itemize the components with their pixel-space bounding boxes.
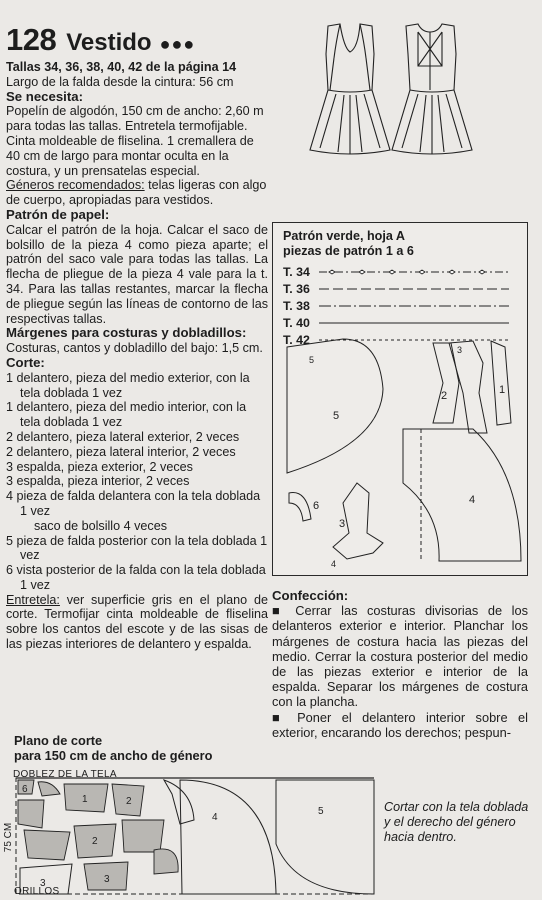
- interfacing-text: ver superficie gris en el plano de corte. Termofijar cinta moldeable de fliselina sobre los cantos del escote y de las sisas de las piezas interiores de delantero y espalda.: [6, 592, 268, 652]
- fold-label: DOBLEZ DE LA TELA: [13, 769, 117, 780]
- selvage-label: ORILLOS: [14, 886, 60, 897]
- dress-back-drawing: [392, 24, 472, 154]
- cut-label: 3: [104, 874, 110, 885]
- piece-label: 5: [333, 410, 340, 422]
- piece-label: 1: [499, 384, 506, 396]
- size-line-40: [319, 321, 509, 325]
- cut-piece-5: [276, 780, 374, 894]
- fabrics-paragraph: [6, 178, 268, 208]
- size-label: T. 42: [283, 332, 310, 347]
- cut-label: 2: [92, 836, 98, 847]
- pattern-piece-5: [287, 339, 383, 473]
- size-label: T. 38: [283, 298, 310, 313]
- pattern-piece-6: [289, 493, 311, 521]
- margins-text: Costuras, cantos y dobladillo del bajo: 1,5 cm.: [6, 341, 263, 356]
- piece-label: 5: [309, 355, 315, 365]
- needs-text: Popelín de algodón, 150 cm de ancho: 2,60 m para todas las tallas. Entretela termofijable. Cinta moldeable de fliselina. 1 cremallera de 40 cm de largo para montar oculta en la costura, y un prensatelas especial.: [6, 104, 264, 178]
- cut-item: 3 espalda, pieza interior, 2 veces: [6, 474, 190, 489]
- cut-label: 3: [40, 878, 46, 889]
- pattern-layout-diagram: [273, 333, 529, 577]
- size-label: T. 36: [283, 281, 310, 296]
- construction-step: ■ Cerrar las costuras divisorias de los delanteros exterior e interior. Planchar los márgenes de costura hacia las piezas del medio. Cerrar la costura posterior del medio de las piezas exterior e interior de la espalda. Separar los márgenes de costura con la plancha.: [272, 603, 528, 710]
- paper-heading: Patrón de papel:: [6, 206, 110, 222]
- instructions-column: [6, 60, 268, 652]
- interfacing-label: Entretela:: [6, 592, 60, 607]
- cut-item: 5 pieza de falda posterior con la tela doblada 1 vez: [6, 533, 268, 563]
- pattern-number: 128: [6, 22, 57, 57]
- dress-illustration: [300, 18, 476, 218]
- size-legend-row: [283, 297, 513, 314]
- cut-item: 6 vista posterior de la falda con la tela doblada 1 vez: [6, 563, 266, 592]
- cutting-plan-subtitle: para 150 cm de ancho de género: [14, 748, 213, 763]
- paper-text: Calcar el patrón de la hoja. Calcar el saco de bolsillo de la pieza 4 como pieza aparte; el patrón del saco vale para todas las tallas. La flecha de pliegue de la pieza 4 vale para la t. 34. Para las tallas restantes, marcar la flecha de pliegue según las líneas de contorno de las respectivas tallas.: [6, 222, 268, 326]
- piece-label: 3: [457, 345, 463, 355]
- fabrics-text: telas ligeras con algo de cuerpo, apropiadas para vestidos.: [6, 178, 267, 208]
- bullet-icon: ■: [272, 603, 286, 619]
- piece-label: 2: [441, 390, 448, 402]
- cut-item: 2 delantero, pieza lateral exterior, 2 veces: [6, 429, 240, 444]
- cutting-plan-title: [14, 733, 212, 763]
- cut-piece-4: [180, 780, 276, 894]
- width-label: 75 CM: [3, 822, 15, 853]
- size-legend-row: [283, 263, 513, 280]
- size-legend-row: [283, 280, 513, 297]
- difficulty-dots: ●●●: [159, 34, 196, 54]
- cut-label: 2: [126, 796, 132, 807]
- margins-heading: Márgenes para costuras y dobladillos:: [6, 325, 247, 341]
- pocket-line: saco de bolsillo 4 veces: [34, 518, 168, 533]
- cut-label: 4: [212, 812, 218, 823]
- cutting-plan-heading: Plano de corte: [14, 733, 103, 748]
- cut-label: 6: [22, 784, 28, 795]
- size-label: T. 34: [283, 264, 310, 279]
- construction-section: [272, 588, 528, 740]
- construction-heading: Confección:: [272, 588, 349, 603]
- pattern-piece-1: [491, 341, 511, 425]
- construction-step: ■ Poner el delantero interior sobre el exterior, encarando los derechos; pespun-: [272, 709, 528, 740]
- cutting-plan-diagram: [4, 764, 376, 900]
- cut-heading: Corte:: [6, 354, 45, 370]
- size-line-34: [319, 269, 509, 275]
- pattern-pieces: [287, 339, 521, 561]
- cut-item: 4 pieza de falda delantera con la tela doblada 1 vez: [6, 489, 261, 518]
- piece-label: 4: [469, 494, 476, 506]
- cutting-note: Cortar con la tela doblada y el derecho del género hacia dentro.: [384, 800, 529, 845]
- bullet-icon: ■: [272, 709, 287, 725]
- pattern-piece-2: [433, 343, 459, 423]
- sizes-line: Tallas 34, 36, 38, 40, 42 de la página 14: [6, 60, 237, 74]
- pattern-piece-3-top: [449, 341, 487, 433]
- dress-front-drawing: [310, 24, 390, 154]
- pattern-sheet-box: [272, 222, 528, 576]
- size-line-36: [319, 287, 509, 291]
- cut-item: 1 delantero, pieza del medio exterior, con la tela doblada 1 vez: [6, 370, 250, 400]
- pattern-sheet-title-line1: Patrón verde, hoja A: [283, 229, 406, 243]
- pattern-title: [6, 22, 195, 58]
- skirt-length-line: Largo de la falda desde la cintura: 56 cm: [6, 74, 234, 89]
- piece-label: 6: [313, 500, 320, 512]
- interfaced-pieces: [18, 780, 178, 890]
- cut-item: 1 delantero, pieza del medio interior, con la tela doblada 1 vez: [6, 400, 247, 430]
- cut-item: 3 espalda, pieza exterior, 2 veces: [6, 459, 193, 474]
- cut-label: 1: [82, 794, 88, 805]
- size-line-38: [319, 304, 509, 308]
- cut-item: 2 delantero, pieza lateral interior, 2 veces: [6, 444, 236, 459]
- needs-heading: Se necesita:: [6, 88, 83, 104]
- cut-label: 5: [318, 806, 324, 817]
- pattern-sheet-title-line2: piezas de patrón 1 a 6: [283, 244, 414, 258]
- pattern-sheet-title: [283, 229, 414, 259]
- pattern-name: Vestido: [66, 29, 152, 56]
- fabrics-label: Géneros recomendados:: [6, 178, 145, 193]
- size-label: T. 40: [283, 315, 310, 330]
- piece-label: 3: [339, 518, 346, 530]
- size-legend-row: [283, 314, 513, 331]
- interfacing-paragraph: [6, 593, 268, 652]
- piece-label: 4: [331, 559, 337, 569]
